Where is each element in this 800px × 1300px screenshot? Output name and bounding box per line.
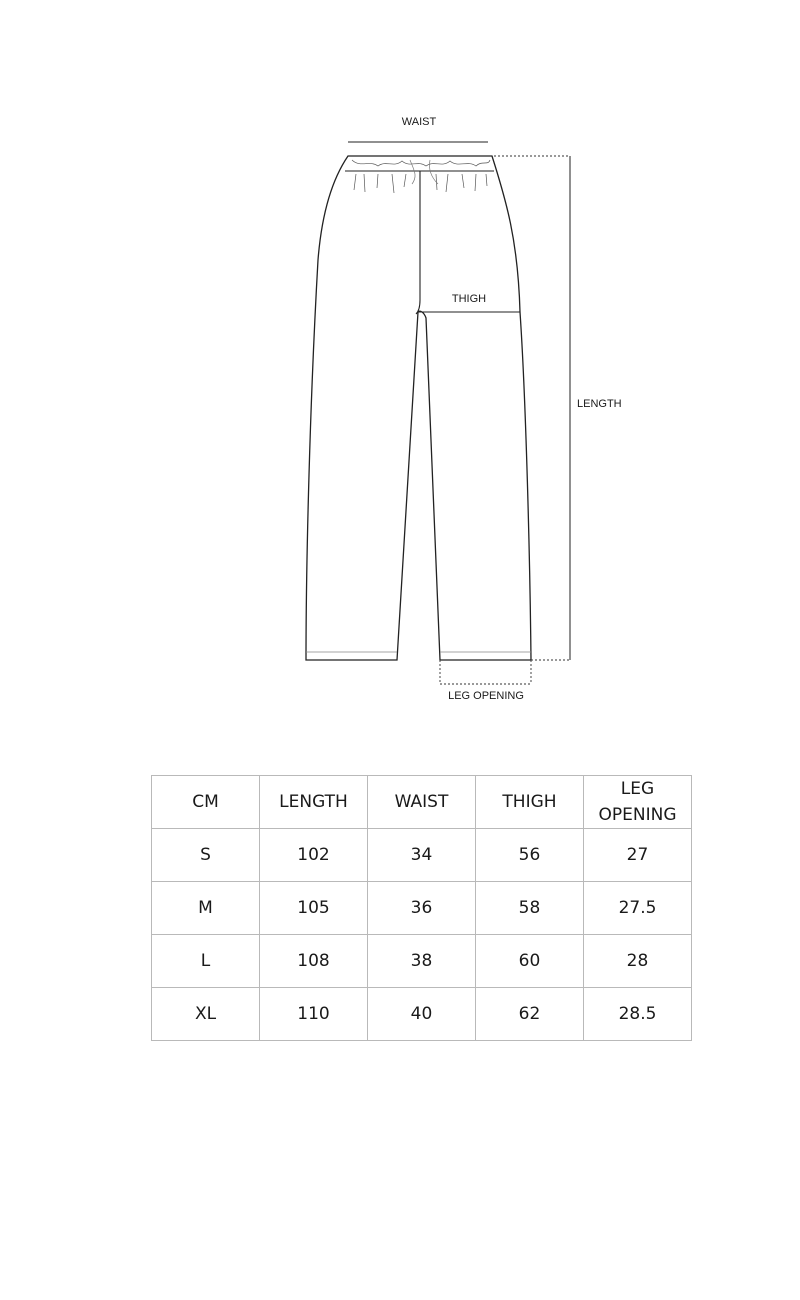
table-header-row xyxy=(152,776,692,829)
leg-opening-label: LEG OPENING xyxy=(448,690,524,702)
header-length: LENGTH xyxy=(260,776,368,829)
cell-leg-opening: 28 xyxy=(584,935,692,988)
cell-size: XL xyxy=(152,988,260,1041)
table-row xyxy=(152,882,692,935)
header-leg-opening-line-2: OPENING xyxy=(598,805,677,825)
cell-size: S xyxy=(152,829,260,882)
cell-thigh: 58 xyxy=(476,882,584,935)
size-chart-table xyxy=(151,775,692,1041)
cell-thigh: 60 xyxy=(476,935,584,988)
cell-waist: 40 xyxy=(368,988,476,1041)
cell-leg-opening: 28.5 xyxy=(584,988,692,1041)
length-label: LENGTH xyxy=(577,398,622,410)
cell-length: 108 xyxy=(260,935,368,988)
waist-label: WAIST xyxy=(401,116,437,128)
cell-leg-opening: 27 xyxy=(584,829,692,882)
cell-waist: 38 xyxy=(368,935,476,988)
cell-waist: 34 xyxy=(368,829,476,882)
header-leg-opening xyxy=(584,776,692,829)
table-row xyxy=(152,829,692,882)
cell-waist: 36 xyxy=(368,882,476,935)
table-row xyxy=(152,935,692,988)
cell-size: M xyxy=(152,882,260,935)
header-thigh: THIGH xyxy=(476,776,584,829)
cell-thigh: 56 xyxy=(476,829,584,882)
cell-leg-opening: 27.5 xyxy=(584,882,692,935)
pants-outline xyxy=(306,156,531,660)
waistband-gathers xyxy=(352,160,490,193)
thigh-label: THIGH xyxy=(451,293,487,305)
table-row xyxy=(152,988,692,1041)
header-waist: WAIST xyxy=(368,776,476,829)
cell-size: L xyxy=(152,935,260,988)
cell-thigh: 62 xyxy=(476,988,584,1041)
cell-length: 105 xyxy=(260,882,368,935)
cell-length: 102 xyxy=(260,829,368,882)
header-leg-opening-line-1: LEG xyxy=(620,779,655,799)
cell-length: 110 xyxy=(260,988,368,1041)
header-cm: CM xyxy=(152,776,260,829)
